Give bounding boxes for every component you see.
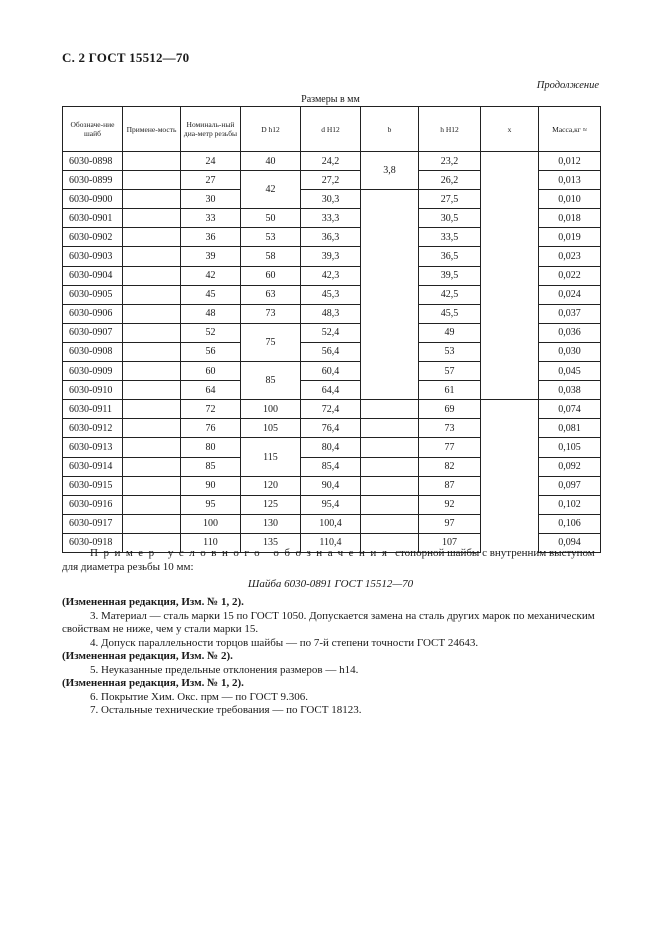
cell-b — [361, 495, 419, 514]
cell-applicability — [123, 209, 181, 228]
continuation-label: Продолжение — [536, 80, 599, 91]
cell-nominal-diameter: 45 — [181, 285, 241, 304]
cell-d: 56,4 — [301, 342, 361, 361]
cell-d: 72,4 — [301, 400, 361, 419]
cell-mass: 0,102 — [539, 495, 601, 514]
cell-applicability — [123, 266, 181, 285]
cell-mass: 0,010 — [539, 190, 601, 209]
cell-nominal-diameter: 72 — [181, 400, 241, 419]
cell-designation: 6030-0909 — [63, 362, 123, 381]
col-header-applicability: Примене-мость — [123, 107, 181, 152]
cell-b — [361, 419, 419, 438]
cell-mass: 0,023 — [539, 247, 601, 266]
col-header-x: x — [481, 107, 539, 152]
cell-D: 63 — [241, 285, 301, 304]
cell-mass: 0,022 — [539, 266, 601, 285]
table-body — [63, 152, 601, 553]
cell-h: 36,5 — [419, 247, 481, 266]
cell-D: 42 — [241, 171, 301, 209]
cell-mass: 0,038 — [539, 381, 601, 400]
cell-h: 39,5 — [419, 266, 481, 285]
example-text: стопорной шайбы с внутренним выступом для диаметра резьбы 10 мм: — [62, 547, 595, 573]
cell-b — [361, 476, 419, 495]
cell-nominal-diameter: 36 — [181, 228, 241, 247]
cell-h: 107 — [419, 533, 481, 552]
cell-h: 92 — [419, 495, 481, 514]
cell-designation: 6030-0907 — [63, 323, 123, 342]
cell-h: 61 — [419, 381, 481, 400]
units-caption: Размеры в мм — [301, 94, 360, 105]
cell-d: 52,4 — [301, 323, 361, 342]
note-paragraph: 6. Покрытие Хим. Окс. прм — по ГОСТ 9.306. — [90, 690, 308, 703]
col-header-nominal-diameter: Номиналь-ный диа-метр резьбы — [181, 107, 241, 152]
cell-h: 23,2 — [419, 152, 481, 171]
cell-mass: 0,074 — [539, 400, 601, 419]
cell-nominal-diameter: 30 — [181, 190, 241, 209]
cell-d: 85,4 — [301, 457, 361, 476]
cell-designation: 6030-0914 — [63, 457, 123, 476]
cell-nominal-diameter: 64 — [181, 381, 241, 400]
cell-b — [361, 400, 419, 419]
cell-applicability — [123, 323, 181, 342]
cell-h: 27,5 — [419, 190, 481, 209]
cell-b — [361, 438, 419, 457]
cell-mass: 0,018 — [539, 209, 601, 228]
col-header-b: b — [361, 107, 419, 152]
cell-d: 48,3 — [301, 304, 361, 323]
cell-d: 42,3 — [301, 266, 361, 285]
cell-mass: 0,081 — [539, 419, 601, 438]
cell-h: 97 — [419, 514, 481, 533]
cell-h: 26,2 — [419, 171, 481, 190]
cell-D: 85 — [241, 362, 301, 400]
note-paragraph: 3. Материал — сталь марки 15 по ГОСТ 1050. Допускается замена на сталь других марок по механическим свойствам не ниже, чем у стали марки 15. — [62, 609, 595, 635]
cell-nominal-diameter: 100 — [181, 514, 241, 533]
cell-h: 73 — [419, 419, 481, 438]
cell-mass: 0,024 — [539, 285, 601, 304]
cell-d: 64,4 — [301, 381, 361, 400]
cell-h: 82 — [419, 457, 481, 476]
cell-b — [361, 190, 419, 400]
cell-nominal-diameter: 42 — [181, 266, 241, 285]
cell-h: 53 — [419, 342, 481, 361]
cell-designation: 6030-0916 — [63, 495, 123, 514]
cell-nominal-diameter: 85 — [181, 457, 241, 476]
cell-nominal-diameter: 110 — [181, 533, 241, 552]
cell-applicability — [123, 342, 181, 361]
cell-mass: 0,094 — [539, 533, 601, 552]
cell-D: 58 — [241, 247, 301, 266]
cell-nominal-diameter: 95 — [181, 495, 241, 514]
cell-designation: 6030-0903 — [63, 247, 123, 266]
cell-D: 53 — [241, 228, 301, 247]
cell-D: 50 — [241, 209, 301, 228]
page-title: С. 2 ГОСТ 15512—70 — [62, 50, 190, 65]
cell-h: 42,5 — [419, 285, 481, 304]
cell-h: 69 — [419, 400, 481, 419]
cell-mass: 0,036 — [539, 323, 601, 342]
cell-d: 90,4 — [301, 476, 361, 495]
cell-designation: 6030-0918 — [63, 533, 123, 552]
cell-mass: 0,045 — [539, 362, 601, 381]
cell-mass: 0,037 — [539, 304, 601, 323]
cell-designation: 6030-0899 — [63, 171, 123, 190]
cell-d: 24,2 — [301, 152, 361, 171]
cell-d: 76,4 — [301, 419, 361, 438]
cell-nominal-diameter: 24 — [181, 152, 241, 171]
cell-designation: 6030-0915 — [63, 476, 123, 495]
cell-applicability — [123, 152, 181, 171]
cell-applicability — [123, 514, 181, 533]
cell-D: 100 — [241, 400, 301, 419]
cell-h: 77 — [419, 438, 481, 457]
cell-d: 80,4 — [301, 438, 361, 457]
cell-designation: 6030-0908 — [63, 342, 123, 361]
cell-applicability — [123, 247, 181, 266]
cell-D: 75 — [241, 323, 301, 361]
cell-D: 125 — [241, 495, 301, 514]
cell-nominal-diameter: 33 — [181, 209, 241, 228]
cell-b — [361, 457, 419, 476]
cell-designation: 6030-0898 — [63, 152, 123, 171]
cell-D: 40 — [241, 152, 301, 171]
cell-d: 110,4 — [301, 533, 361, 552]
table-row — [63, 152, 601, 171]
cell-d: 60,4 — [301, 362, 361, 381]
cell-applicability — [123, 400, 181, 419]
cell-nominal-diameter: 27 — [181, 171, 241, 190]
cell-D: 130 — [241, 514, 301, 533]
cell-designation: 6030-0905 — [63, 285, 123, 304]
example-designation: Шайба 6030-0891 ГОСТ 15512—70 — [247, 578, 414, 590]
cell-applicability — [123, 362, 181, 381]
cell-applicability — [123, 438, 181, 457]
note-paragraph: (Измененная редакция, Изм. № 2). — [62, 650, 233, 662]
cell-designation: 6030-0911 — [63, 400, 123, 419]
col-header-D: D h12 — [241, 107, 301, 152]
note-paragraph: 4. Допуск параллельности торцов шайбы — по 7-й степени точности ГОСТ 24643. — [90, 636, 479, 649]
cell-nominal-diameter: 39 — [181, 247, 241, 266]
cell-designation: 6030-0900 — [63, 190, 123, 209]
cell-x — [481, 152, 539, 400]
cell-nominal-diameter: 48 — [181, 304, 241, 323]
cell-applicability — [123, 381, 181, 400]
cell-mass: 0,092 — [539, 457, 601, 476]
cell-d: 27,2 — [301, 171, 361, 190]
cell-designation: 6030-0912 — [63, 419, 123, 438]
note-paragraph: 7. Остальные технические требования — по ГОСТ 18123. — [90, 704, 362, 716]
cell-mass: 0,097 — [539, 476, 601, 495]
cell-designation: 6030-0906 — [63, 304, 123, 323]
cell-D: 120 — [241, 476, 301, 495]
cell-designation: 6030-0902 — [63, 228, 123, 247]
cell-h: 57 — [419, 362, 481, 381]
cell-d: 33,3 — [301, 209, 361, 228]
cell-d: 95,4 — [301, 495, 361, 514]
cell-h: 45,5 — [419, 304, 481, 323]
technical-requirements — [62, 596, 600, 718]
example-heading: Пример условного обозначения — [90, 547, 393, 559]
note-paragraph: 5. Неуказанные предельные отклонения размеров — h14. — [90, 663, 359, 676]
cell-designation: 6030-0904 — [63, 266, 123, 285]
cell-nominal-diameter: 76 — [181, 419, 241, 438]
table-row — [63, 400, 601, 419]
cell-h: 33,5 — [419, 228, 481, 247]
cell-applicability — [123, 495, 181, 514]
cell-b: 3,8 — [361, 152, 419, 190]
cell-d: 30,3 — [301, 190, 361, 209]
cell-D: 73 — [241, 304, 301, 323]
cell-mass: 0,013 — [539, 171, 601, 190]
col-header-designation: Обозначе-ние шайб — [63, 107, 123, 152]
cell-nominal-diameter: 90 — [181, 476, 241, 495]
cell-D: 115 — [241, 438, 301, 476]
cell-d: 36,3 — [301, 228, 361, 247]
cell-d: 45,3 — [301, 285, 361, 304]
cell-d: 100,4 — [301, 514, 361, 533]
example-paragraph — [62, 547, 600, 574]
cell-mass: 0,012 — [539, 152, 601, 171]
cell-designation: 6030-0913 — [63, 438, 123, 457]
cell-D: 105 — [241, 419, 301, 438]
cell-designation: 6030-0917 — [63, 514, 123, 533]
col-header-d: d H12 — [301, 107, 361, 152]
col-header-mass: Масса,кг ≈ — [539, 107, 601, 152]
cell-applicability — [123, 285, 181, 304]
cell-applicability — [123, 419, 181, 438]
cell-h: 30,5 — [419, 209, 481, 228]
cell-applicability — [123, 228, 181, 247]
cell-b — [361, 514, 419, 533]
table-header-row — [63, 107, 601, 152]
cell-D: 60 — [241, 266, 301, 285]
cell-h: 87 — [419, 476, 481, 495]
cell-applicability — [123, 457, 181, 476]
cell-applicability — [123, 476, 181, 495]
note-paragraph: (Измененная редакция, Изм. № 1, 2). — [62, 596, 244, 608]
cell-designation: 6030-0901 — [63, 209, 123, 228]
cell-d: 39,3 — [301, 247, 361, 266]
cell-designation: 6030-0910 — [63, 381, 123, 400]
cell-nominal-diameter: 60 — [181, 362, 241, 381]
cell-nominal-diameter: 56 — [181, 342, 241, 361]
col-header-h: h H12 — [419, 107, 481, 152]
cell-D: 135 — [241, 533, 301, 552]
cell-mass: 0,030 — [539, 342, 601, 361]
dimensions-table — [62, 106, 601, 553]
cell-x — [481, 400, 539, 553]
cell-applicability — [123, 171, 181, 190]
cell-h: 49 — [419, 323, 481, 342]
cell-applicability — [123, 304, 181, 323]
note-paragraph: (Измененная редакция, Изм. № 1, 2). — [62, 677, 244, 689]
cell-mass: 0,106 — [539, 514, 601, 533]
cell-nominal-diameter: 80 — [181, 438, 241, 457]
cell-mass: 0,019 — [539, 228, 601, 247]
cell-mass: 0,105 — [539, 438, 601, 457]
cell-applicability — [123, 190, 181, 209]
cell-nominal-diameter: 52 — [181, 323, 241, 342]
